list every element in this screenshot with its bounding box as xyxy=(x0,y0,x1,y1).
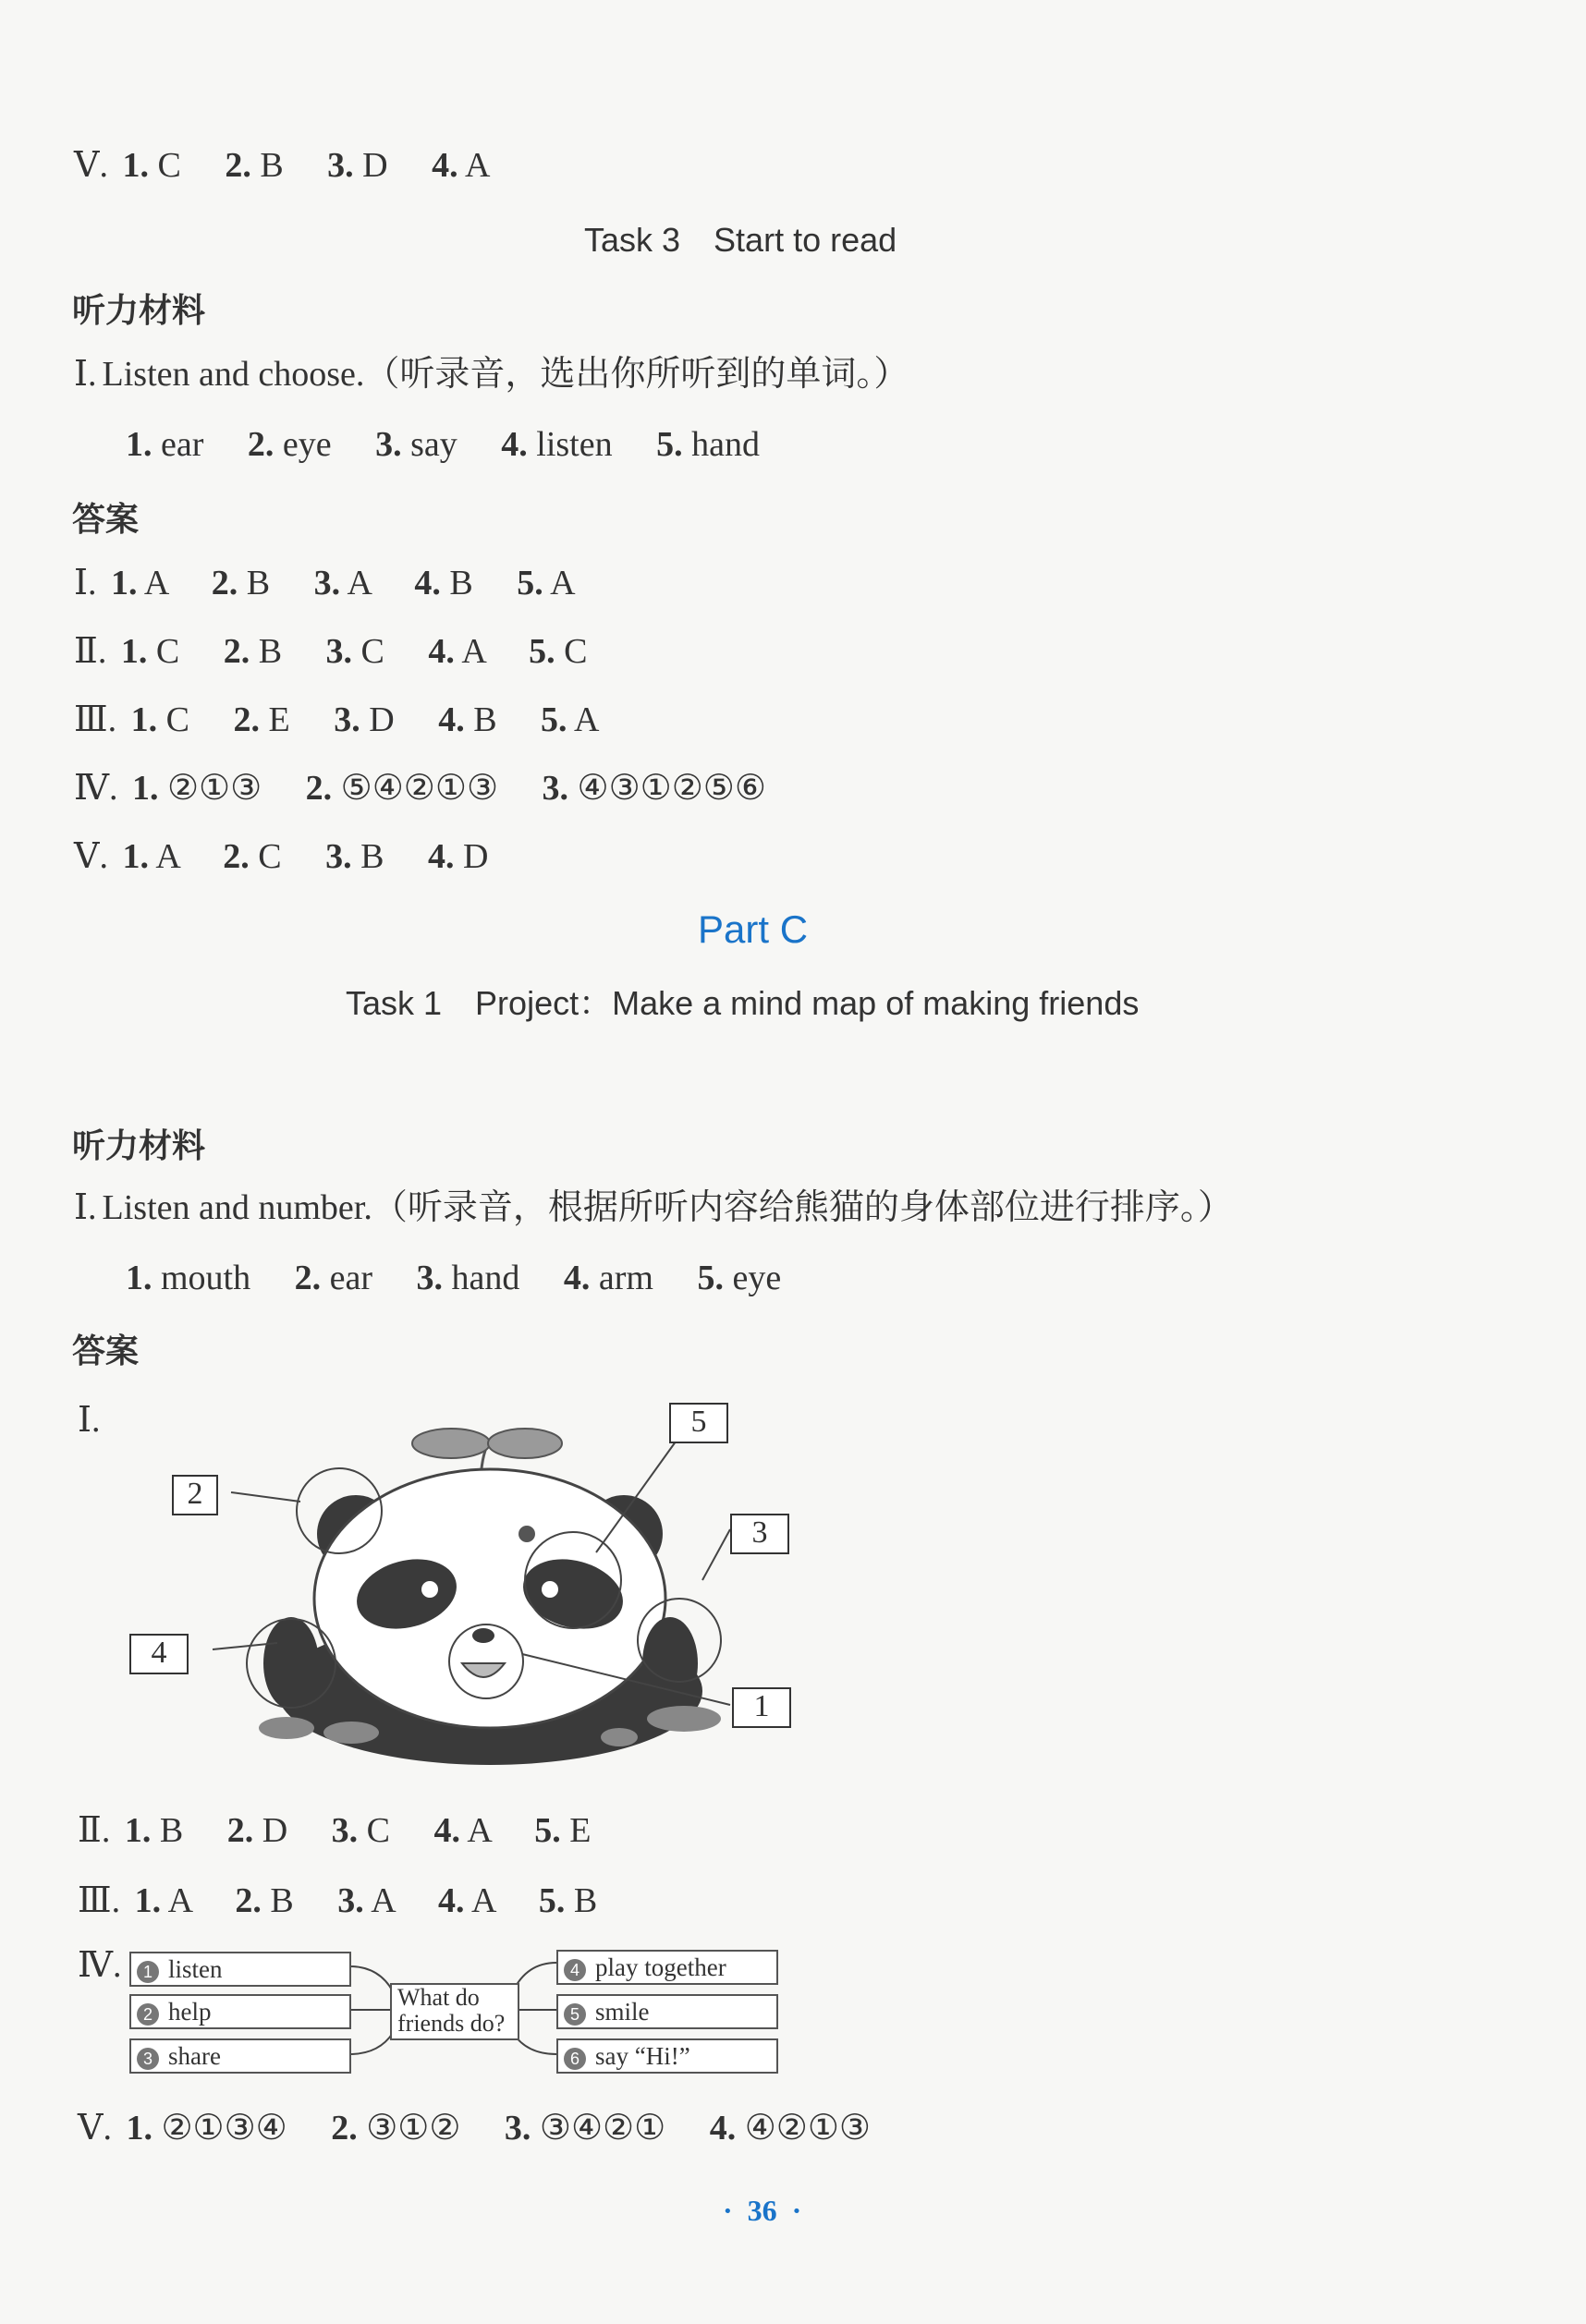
word: hand xyxy=(451,1259,520,1297)
item-answer: ③①② xyxy=(366,2109,461,2148)
listening-word-list xyxy=(126,1257,781,1299)
roman-numeral: Ⅰ. xyxy=(74,355,97,394)
word: hand xyxy=(691,425,760,464)
item-number: 5. xyxy=(534,1811,561,1850)
leaf xyxy=(647,1706,721,1732)
word: mouth xyxy=(161,1259,251,1297)
center-line: What do xyxy=(397,1984,480,2011)
roman-numeral: Ⅲ. xyxy=(78,1881,121,1920)
item-answer: E xyxy=(268,700,290,739)
item-number: 4. xyxy=(414,564,441,602)
panda-illustration xyxy=(120,1386,804,1774)
item-answer: C xyxy=(360,632,384,671)
label-box-3: 3 xyxy=(730,1514,789,1554)
answers-label: 答案 xyxy=(72,500,140,538)
answer-line xyxy=(74,562,576,604)
roman-numeral: Ⅱ. xyxy=(78,1811,111,1850)
item-answer: A xyxy=(550,564,576,602)
eye-left xyxy=(421,1581,438,1598)
item-answer: A xyxy=(347,564,371,602)
item-number: 3. xyxy=(325,632,353,671)
answer-line xyxy=(78,1809,591,1852)
item-number: 5. xyxy=(517,564,543,602)
item-number: 3. xyxy=(375,425,402,464)
pointer-line-3 xyxy=(702,1529,730,1580)
item-answer: A xyxy=(465,146,491,185)
roman-numeral: Ⅰ. xyxy=(78,1401,101,1440)
connector xyxy=(349,1966,393,1991)
item-number: 2. xyxy=(225,146,251,185)
item-number: 2. xyxy=(331,2109,358,2148)
task3-title: Task 3 Start to read xyxy=(584,221,897,259)
item-answer: ②①③ xyxy=(166,769,262,808)
mindmap-text: share xyxy=(168,2042,221,2070)
connector xyxy=(513,1963,556,1991)
dot-left: · xyxy=(723,2194,733,2227)
item-number: 2. xyxy=(211,564,238,602)
item-answer: A xyxy=(155,837,179,876)
item-number: 3. xyxy=(325,837,352,876)
word: ear xyxy=(161,425,204,464)
item-number: 1. xyxy=(124,1811,152,1850)
answer-line xyxy=(78,1880,597,1922)
item-answer: B xyxy=(473,700,497,739)
connector xyxy=(513,2033,556,2054)
roman-numeral: Ⅳ. xyxy=(78,1946,122,1985)
label-box-2: 2 xyxy=(172,1475,218,1515)
leaf xyxy=(323,1722,379,1744)
item-answer: E xyxy=(569,1811,592,1850)
listen-number-instruction xyxy=(74,1186,1233,1229)
listening-material-label: 听力材料 xyxy=(72,291,206,329)
page-number-value: 36 xyxy=(747,2194,777,2227)
panda-arm-left xyxy=(263,1617,319,1710)
item-number: 5. xyxy=(541,700,567,739)
mindmap-right-item xyxy=(556,1994,778,2029)
part-c-heading: Part C xyxy=(698,907,809,951)
number-badge: 3 xyxy=(137,2048,159,2070)
listening-material-label: 听力材料 xyxy=(72,1126,206,1164)
item-number: 4. xyxy=(432,146,458,185)
item-number: 4. xyxy=(438,1881,465,1920)
item-answer: A xyxy=(167,1881,191,1920)
roman-numeral: Ⅳ. xyxy=(74,769,118,808)
word: eye xyxy=(732,1259,782,1297)
item-number: 2. xyxy=(305,769,333,808)
item-number: 3. xyxy=(542,769,569,808)
item-answer: C xyxy=(366,1811,390,1850)
item-number: 1. xyxy=(131,769,159,808)
roman-numeral: Ⅴ. xyxy=(74,146,108,185)
leaf xyxy=(601,1728,638,1746)
label-box-4: 4 xyxy=(129,1634,189,1674)
item-answer: B xyxy=(270,1881,294,1920)
item-number: 4. xyxy=(709,2109,737,2148)
item-answer: C xyxy=(564,632,588,671)
listen-choose-instruction xyxy=(74,353,909,395)
item-number: 1. xyxy=(122,837,149,876)
item-number: 2. xyxy=(223,632,250,671)
item-answer: A xyxy=(143,564,168,602)
item-answer: B xyxy=(159,1811,184,1850)
dot-right: · xyxy=(791,2194,802,2227)
roman-numeral: Ⅲ. xyxy=(74,700,117,739)
sprout-leaf xyxy=(488,1429,562,1458)
number-badge: 1 xyxy=(137,1961,159,1983)
mindmap-right-item xyxy=(556,2038,778,2074)
connector xyxy=(349,2033,393,2054)
pointer-line-2 xyxy=(231,1492,300,1502)
item-answer: B xyxy=(449,564,473,602)
word: eye xyxy=(282,425,332,464)
item-answer: A xyxy=(467,1811,491,1850)
item-answer: D xyxy=(262,1811,288,1850)
item-number: 2. xyxy=(235,1881,262,1920)
item-number: 1. xyxy=(120,632,148,671)
item-answer: B xyxy=(246,564,271,602)
item-answer: ⑤④②①③ xyxy=(340,769,499,808)
item-answer: A xyxy=(470,1881,495,1920)
item-number: 1. xyxy=(111,564,138,602)
mindmap-text: play together xyxy=(595,1953,726,1981)
label-box-5: 5 xyxy=(669,1403,728,1443)
item-number: 3. xyxy=(416,1259,444,1297)
mindmap-left-item xyxy=(129,1994,351,2029)
number-badge: 4 xyxy=(564,1959,586,1981)
item-answer: ④③①②⑤⑥ xyxy=(577,769,766,808)
item-number: 2. xyxy=(233,700,261,739)
item-answer: B xyxy=(573,1881,598,1920)
item-number: 4. xyxy=(501,425,528,464)
item-number: 4. xyxy=(433,1811,460,1850)
item-answer: ②①③④ xyxy=(161,2109,287,2148)
ladybug xyxy=(518,1526,535,1542)
number-badge: 2 xyxy=(137,2003,159,2026)
page-number xyxy=(723,2194,801,2228)
item-number: 1. xyxy=(122,146,149,185)
item-number: 5. xyxy=(538,1881,566,1920)
item-number: 3. xyxy=(331,1811,359,1850)
number-badge: 5 xyxy=(564,2003,586,2026)
item-answer: A xyxy=(573,700,600,739)
sprout-leaf xyxy=(412,1429,490,1458)
listening-word-list xyxy=(126,423,760,466)
answer-line xyxy=(78,2107,871,2149)
roman-numeral: Ⅴ. xyxy=(74,837,108,876)
item-number: 2. xyxy=(226,1811,254,1850)
item-answer: C xyxy=(165,700,190,739)
answer-line-v-top xyxy=(74,144,490,187)
item-answer: B xyxy=(260,146,284,185)
item-answer: D xyxy=(369,700,395,739)
item-answer: C xyxy=(258,837,282,876)
item-number: 3. xyxy=(504,2109,531,2148)
item-answer: D xyxy=(462,837,489,876)
number-badge: 6 xyxy=(564,2048,586,2070)
item-number: 4. xyxy=(563,1259,591,1297)
label-box-1: 1 xyxy=(732,1687,791,1728)
mindmap-left-item xyxy=(129,1952,351,1987)
instruction-text: Listen and number.（听录音，根据所听内容给熊猫的身体部位进行排序。） xyxy=(102,1188,1233,1227)
mindmap-text: listen xyxy=(168,1955,223,1983)
item-number: 5. xyxy=(697,1259,724,1297)
item-number: 1. xyxy=(126,1259,152,1297)
item-answer: ④②①③ xyxy=(744,2109,871,2148)
word: arm xyxy=(598,1259,653,1297)
mindmap-center xyxy=(390,1983,519,2040)
item-number: 2. xyxy=(223,837,250,876)
word: listen xyxy=(536,425,613,464)
item-number: 1. xyxy=(134,1881,162,1920)
roman-numeral: Ⅰ. xyxy=(74,564,97,602)
item-answer: ③④②① xyxy=(539,2109,666,2148)
item-number: 2. xyxy=(247,425,274,464)
item-answer: C xyxy=(157,146,181,185)
item-answer: B xyxy=(360,837,384,876)
center-line: friends do? xyxy=(397,2010,506,2037)
leaf xyxy=(259,1717,314,1739)
item-number: 1. xyxy=(130,700,158,739)
item-number: 1. xyxy=(126,2109,152,2148)
item-number: 1. xyxy=(126,425,152,464)
word: say xyxy=(410,425,458,464)
item-number: 2. xyxy=(294,1259,322,1297)
roman-numeral: Ⅱ. xyxy=(74,632,107,671)
item-number: 4. xyxy=(428,632,455,671)
eye-right xyxy=(542,1581,558,1598)
item-number: 4. xyxy=(438,700,465,739)
item-answer: B xyxy=(258,632,283,671)
roman-numeral: Ⅰ. xyxy=(74,1188,97,1227)
item-answer: A xyxy=(461,632,485,671)
mindmap-text: help xyxy=(168,1998,212,2026)
item-number: 5. xyxy=(656,425,683,464)
roman-numeral: Ⅴ. xyxy=(78,2109,112,2148)
word: ear xyxy=(329,1259,373,1297)
answer-line xyxy=(74,835,488,878)
answer-line xyxy=(74,699,599,741)
mindmap-text: smile xyxy=(595,1998,650,2026)
item-number: 5. xyxy=(529,632,555,671)
instruction-text: Listen and choose.（听录音，选出你所听到的单词。） xyxy=(102,355,909,394)
answer-line xyxy=(74,767,766,809)
panda-nose xyxy=(472,1628,494,1643)
answers-label: 答案 xyxy=(72,1332,140,1369)
item-answer: A xyxy=(371,1881,395,1920)
mindmap-left-item xyxy=(129,2038,351,2074)
task1-title: Task 1 Project：Make a mind map of making friends xyxy=(346,984,1140,1022)
item-number: 3. xyxy=(313,564,341,602)
item-answer: D xyxy=(362,146,388,185)
mindmap-text: say “Hi!” xyxy=(595,2042,690,2070)
item-number: 4. xyxy=(427,837,455,876)
answer-line xyxy=(74,630,588,673)
item-number: 3. xyxy=(327,146,354,185)
item-answer: C xyxy=(155,632,180,671)
item-number: 3. xyxy=(334,700,360,739)
mindmap-right-item xyxy=(556,1950,778,1985)
item-number: 3. xyxy=(337,1881,364,1920)
